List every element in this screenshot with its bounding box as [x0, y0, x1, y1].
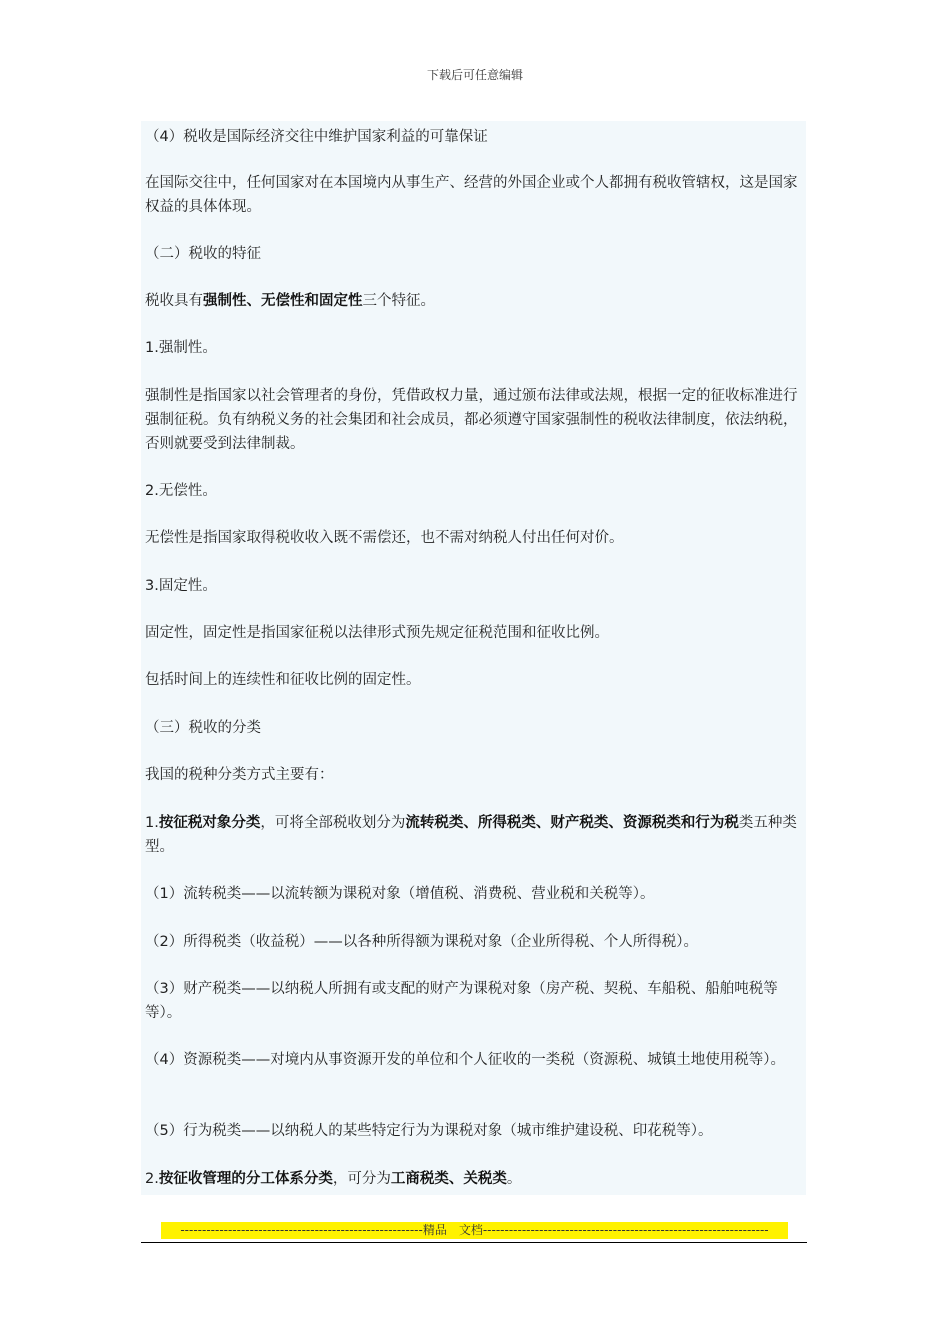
- footer-dashes-right: ------------------------------------------------------------------: [482, 1223, 769, 1237]
- paragraph: 强制性是指国家以社会管理者的身份，凭借政权力量，通过颁布法律或法规，根据一定的征收标准进行强制征税。负有纳税义务的社会集团和社会成员，都必须遵守国家强制性的税收法律制度，依法纳税，否则就要受到法律制裁。: [145, 388, 798, 452]
- bold-text: 按征税对象分类: [158, 815, 261, 831]
- paragraph: 我国的税种分类方式主要有：: [145, 767, 334, 783]
- list-item: （4）资源税类——对境内从事资源开发的单位和个人征收的一类税（资源税、城镇土地使用税等）。: [145, 1052, 785, 1068]
- subheading: 2.无偿性。: [145, 483, 217, 499]
- paragraph: [145, 811, 801, 859]
- list-item: （2）所得税类（收益税）——以各种所得额为课税对象（企业所得税、个人所得税）。: [145, 934, 698, 950]
- text-run: 三个特征。: [362, 293, 435, 309]
- text-run: 1.: [145, 815, 159, 831]
- footer-banner: [161, 1222, 788, 1239]
- text-run: ，可将全部税收划分为: [260, 815, 406, 831]
- text-run: 2.: [145, 1171, 159, 1187]
- paragraph: [145, 1167, 801, 1191]
- subheading: 3.固定性。: [145, 578, 217, 594]
- text-run: 。: [506, 1171, 522, 1187]
- text-run: 类五种类型。: [145, 815, 797, 855]
- document-body: [141, 121, 806, 1195]
- subheading: 1.强制性。: [145, 340, 217, 356]
- section-heading: （二）税收的特征: [145, 246, 261, 262]
- footer-rule: [141, 1242, 807, 1243]
- bold-text: 按征收管理的分工体系分类: [158, 1171, 333, 1187]
- text-run: ，可分为: [332, 1171, 391, 1187]
- footer-dashes-left: --------------------------------------------------------: [180, 1223, 423, 1237]
- section-heading: （三）税收的分类: [145, 720, 261, 736]
- bold-text: 流转税类、所得税类、财产税类、资源税类和行为税: [405, 815, 739, 831]
- paragraph: 无偿性是指国家取得税收收入既不需偿还，也不需对纳税人付出任何对价。: [145, 530, 624, 546]
- paragraph: 固定性，固定性是指国家征税以法律形式预先规定征税范围和征收比例。: [145, 625, 609, 641]
- paragraph: 包括时间上的连续性和征收比例的固定性。: [145, 672, 421, 688]
- text-run: 税收具有: [145, 293, 203, 309]
- list-item: （5）行为税类——以纳税人的某些特定行为为课税对象（城市维护建设税、印花税等）。: [145, 1123, 713, 1139]
- paragraph: [145, 289, 801, 313]
- paragraph: 在国际交往中，任何国家对在本国境内从事生产、经营的外国企业或个人都拥有税收管辖权，这是国家权益的具体体现。: [145, 175, 798, 215]
- list-item: （1）流转税类——以流转额为课税对象（增值税、消费税、营业税和关税等）。: [145, 886, 655, 902]
- bold-text: 工商税类、关税类: [390, 1171, 507, 1187]
- page-header: 下载后可任意编辑: [426, 68, 523, 82]
- paragraph: （4）税收是国际经济交往中维护国家利益的可靠保证: [145, 129, 488, 145]
- bold-text: 强制性、无偿性和固定性: [203, 293, 363, 309]
- list-item: （3）财产税类——以纳税人所拥有或支配的财产为课税对象（房产税、契税、车船税、船舶吨税等等）。: [145, 981, 778, 1021]
- footer-label: 精品 文档: [422, 1223, 483, 1237]
